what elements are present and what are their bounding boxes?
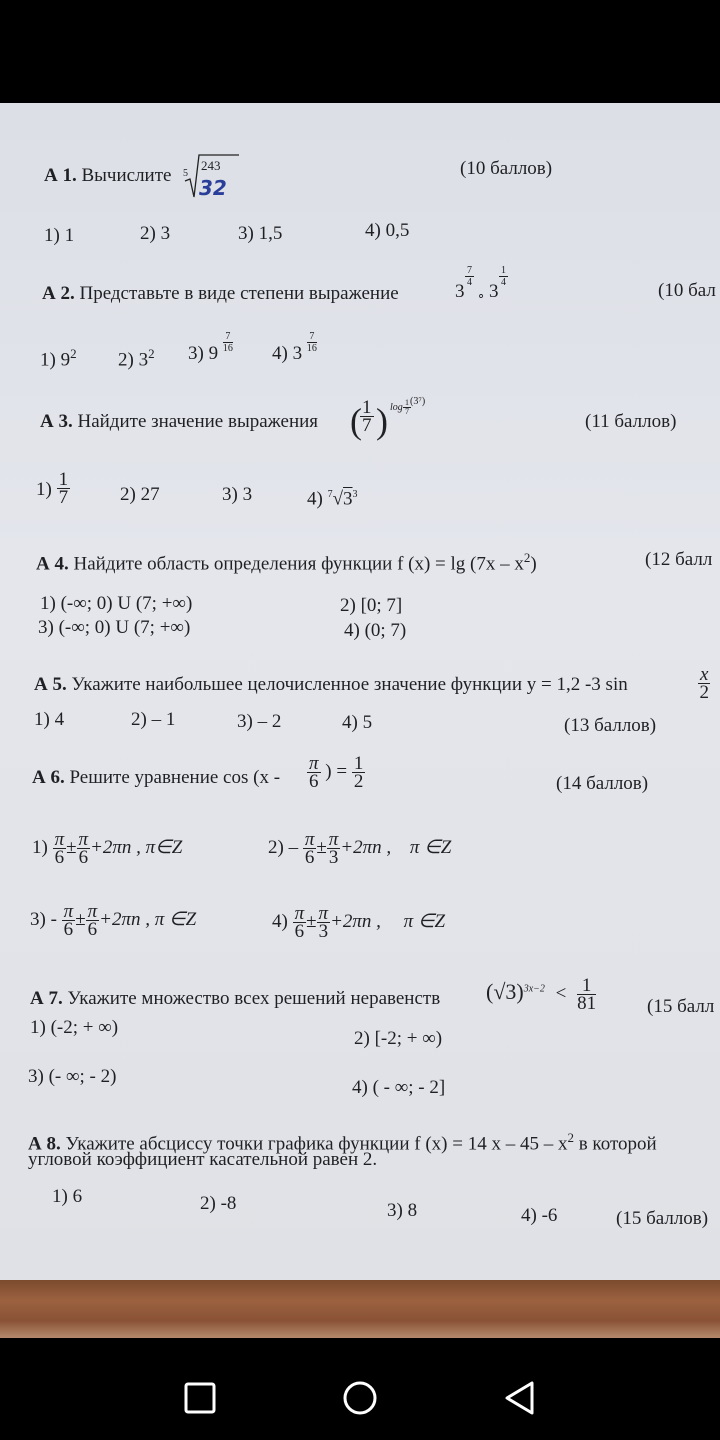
a5-points: (13 баллов) — [564, 715, 657, 736]
a8-points: (15 баллов) — [616, 1208, 709, 1229]
a2-expression: 3 $\frac{7}{4}$ ∘ 3 $\frac{1}{4}$ — [455, 265, 506, 303]
a7-points: (15 балл — [647, 996, 715, 1017]
a2-option-1[interactable]: 1) $9^2$ — [40, 346, 77, 371]
wooden-table-edge — [0, 1280, 720, 1338]
a7-option-2[interactable]: 2) [-2; + ∞) — [354, 1028, 443, 1049]
a6-option-1[interactable]: 1) $\frac{\pi}{6}$ ± $\frac{\pi}{6}$ +2πn , π∈Z — [32, 829, 183, 868]
a7-inequality: $(√3)^{3x-2}$ < $\frac{1}{81}$ — [486, 975, 597, 1014]
a2-option-3[interactable]: 3) 9 $\frac{7}{16}$ — [188, 331, 233, 364]
question-a4: А 4. Найдите область определения функции f $(x) = \lg (7x - x^2)$ — [36, 550, 537, 575]
a3-option-4[interactable]: 4) $^7√3^3$ — [307, 488, 358, 510]
a6-option-3[interactable]: 3) - $\frac{\pi}{6}$ ± $\frac{\pi}{6}$ +2πn , π ∈Z — [30, 901, 197, 940]
question-a1: А 1. Вычислите — [44, 165, 172, 186]
question-a2: А 2. Представьте в виде степени выражение — [42, 283, 399, 304]
a1-option-4[interactable]: 4) 0,5 — [365, 220, 410, 241]
question-a3: А 3. Найдите значение выражения — [40, 411, 319, 432]
a5-option-3[interactable]: 3) – 2 — [237, 711, 282, 732]
a6-option-4[interactable]: 4) $\frac{\pi}{6}$ ± $\frac{\pi}{3}$ +2πn , π ∈Z — [272, 903, 446, 942]
a8-option-2[interactable]: 2) -8 — [200, 1193, 237, 1214]
a1-option-1[interactable]: 1) 1 — [44, 225, 75, 246]
a1-points: (10 баллов) — [460, 158, 553, 179]
a1-option-3[interactable]: 3) 1,5 — [238, 223, 283, 244]
a8-option-4[interactable]: 4) -6 — [521, 1205, 558, 1226]
a5-fraction: $\frac{x}{2}$ — [699, 664, 709, 703]
recents-square-icon[interactable] — [182, 1380, 218, 1416]
a5-option-2[interactable]: 2) – 1 — [131, 709, 176, 730]
a2-points: (10 бал — [658, 280, 716, 301]
a5-option-1[interactable]: 1) 4 — [34, 709, 65, 730]
a7-option-3[interactable]: 3) (- ∞; - 2) — [28, 1066, 117, 1087]
a4-option-2[interactable]: 2) [0; 7] — [340, 595, 403, 616]
a3-option-2[interactable]: 2) 27 — [120, 484, 160, 505]
question-a8: А 8. Укажите абсциссу точки графика функции f (x) = 14 x – $45 - x^2$ в которой — [28, 1130, 657, 1155]
a3-points: (11 баллов) — [585, 411, 677, 432]
status-bar — [0, 0, 720, 103]
a7-option-1[interactable]: 1) (-2; + ∞) — [30, 1017, 119, 1038]
question-a5: А 5. Укажите наибольшее целочисленное значение функции y = 1,2 -3 sin — [34, 674, 628, 695]
a8-option-3[interactable]: 3) 8 — [387, 1200, 418, 1221]
a6-option-2[interactable]: 2) – $\frac{\pi}{6}$ ± $\frac{\pi}{3}$ +2πn , π ∈Z — [268, 829, 452, 868]
worksheet-page: А 1. Вычислите 5 243 32 (10 баллов) 1) 1 2) 3 3) 1,5 4) 0,5 А 2. Представьте в виде степени выражение 3 $\frac{7}{4}$ ∘ 3 $\frac{1}{4}$ (10 бал 1) $9^2$ 2) $3^2$ 3) 9 $\frac{7}{16}$ 4) 3 $\frac{7}{16}$ А 3. Найдите значение выражения ( $\frac{1}{7}$ ) log $\frac{1}{7}$ (3⁷) (11 баллов) 1) $\frac{1}{7}$ 2) 27 3) 3 4) $^7√3^3$ А 4. Найдите область определения функции f $(x) = \lg (7x - x^2)$ (12 балл 1) (-∞; 0) U (7; +∞) 2) [0; 7] 3) (-∞; 0) U (7; +∞) 4) (0; 7) А 5. Укажите наибольшее целочисленное значение функции y = 1,2 -3 sin $\frac{x}{2}$ 1) 4 2) – 1 3) – 2 4) 5 (13 баллов) А 6. Решите уравнение cos (x - $\frac{\pi}{6}$ ) = $\frac{1}{2}$ (14 баллов) 1) $\frac{\pi}{6}$ ± $\frac{\pi}{6}$ +2πn , π∈Z 2) – $\frac{\pi}{6}$ ± $\frac{\pi}{3}$ +2πn , π ∈Z 3) - $\frac{\pi}{6}$ ± $\frac{\pi}{6}$ +2πn , π ∈Z 4) $\frac{\pi}{6}$ ± $\frac{\pi}{3}$ +2πn , π ∈Z А 7. Укажите множество всех решений неравенств $(√3)^{3x-2}$ < $\frac{1}{81}$ (15 балл 1) (-2; + ∞) 2) [-2; + ∞) 3) (- ∞; - 2) 4) ( - ∞; - 2] А 8. Укажите абсциссу точки графика функции f (x) = 14 x – $45 - x^2$ в которой угловой коэффициент касательной равен 2. 1) 6 2) -8 3) 8 4) -6 (15 баллов) — [0, 103, 720, 1280]
a4-option-3[interactable]: 3) (-∞; 0) U (7; +∞) — [38, 617, 191, 638]
home-circle-icon[interactable] — [342, 1380, 378, 1416]
a4-option-1[interactable]: 1) (-∞; 0) U (7; +∞) — [40, 593, 193, 614]
question-a6: А 6. Решите уравнение cos (x - — [32, 767, 281, 788]
a7-option-4[interactable]: 4) ( - ∞; - 2] — [352, 1077, 446, 1098]
a2-option-4[interactable]: 4) 3 $\frac{7}{16}$ — [272, 331, 317, 364]
a3-option-3[interactable]: 3) 3 — [222, 484, 253, 505]
a8-line-2: угловой коэффициент касательной равен 2. — [28, 1149, 378, 1170]
a1-option-2[interactable]: 2) 3 — [140, 223, 171, 244]
a4-points: (12 балл — [645, 549, 713, 570]
a6-points: (14 баллов) — [556, 773, 649, 794]
a3-expression: ( $\frac{1}{7}$ ) log $\frac{1}{7}$ (3⁷) — [350, 396, 426, 441]
a6-equation: $\frac{\pi}{6}$ ) = $\frac{1}{2}$ — [309, 753, 364, 792]
a8-option-1[interactable]: 1) 6 — [52, 1186, 83, 1207]
a3-option-1[interactable]: 1) $\frac{1}{7}$ — [36, 469, 69, 508]
a5-option-4[interactable]: 4) 5 — [342, 712, 373, 733]
a4-option-4[interactable]: 4) (0; 7) — [344, 620, 407, 641]
question-a7: А 7. Укажите множество всех решений неравенств — [30, 988, 441, 1009]
a2-option-2[interactable]: 2) $3^2$ — [118, 346, 155, 371]
back-triangle-icon[interactable] — [502, 1380, 538, 1416]
